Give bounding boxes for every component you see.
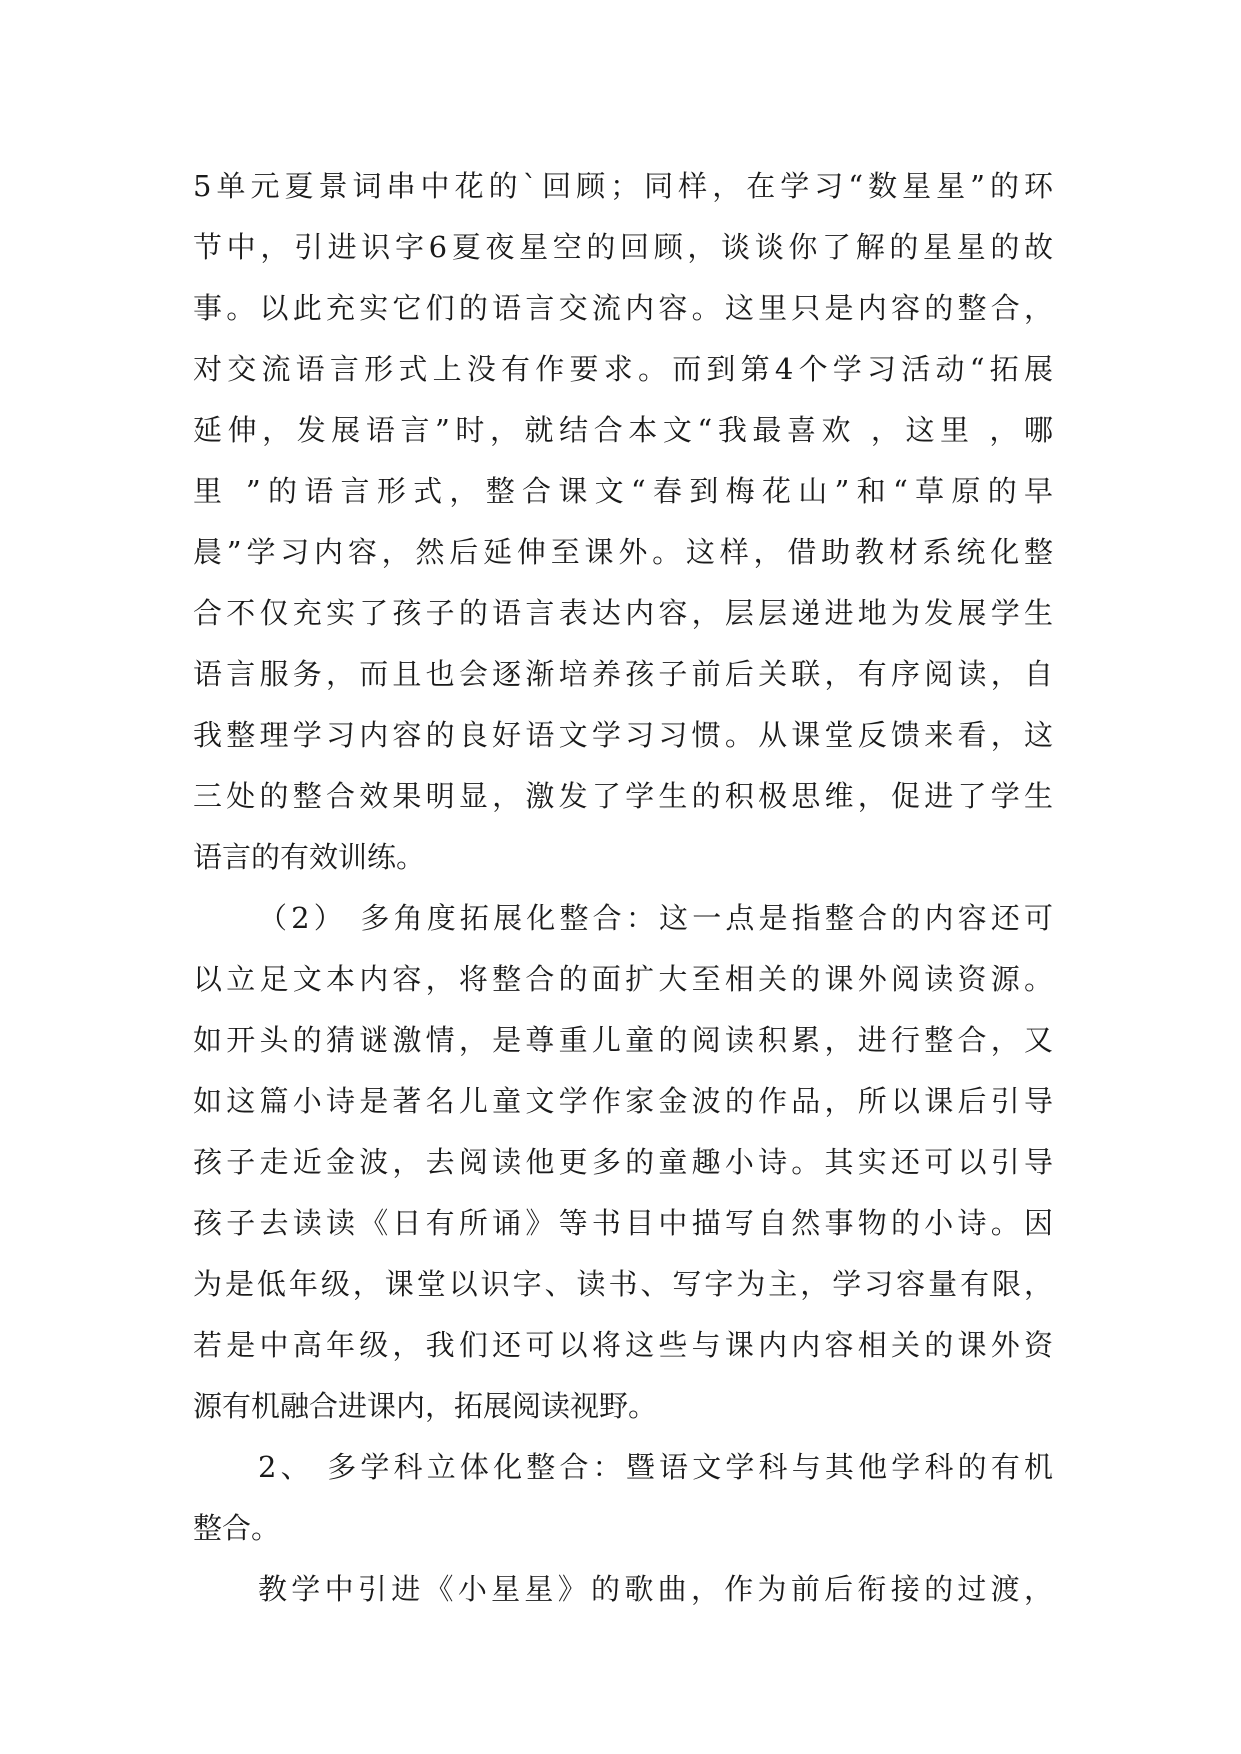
text-line: 我整理学习内容的良好语文学习习惯。从课堂反馈来看，这 [193,718,1053,752]
section-heading-line: 2、 多学科立体化整合：暨语文学科与其他学科的有机 [258,1450,1053,1484]
text-line: 里 ”的语言形式，整合课文“春到梅花山”和“草原的早 [193,474,1053,508]
text-line: 如开头的猜谜激情，是尊重儿童的阅读积累，进行整合，又 [193,1023,1053,1057]
text-line: 整合。 [193,1511,281,1545]
text-line: 语言的有效训练。 [193,840,426,874]
text-line: 事。以此充实它们的语言交流内容。这里只是内容的整合， [193,291,1053,325]
text-line: 源有机融合进课内，拓展阅读视野。 [193,1389,658,1423]
paragraph-start-line: 教学中引进《小星星》的歌曲，作为前后衔接的过渡， [258,1572,1053,1606]
text-line: 语言服务，而且也会逐渐培养孩子前后关联，有序阅读，自 [193,657,1053,691]
text-line: 如这篇小诗是著名儿童文学作家金波的作品，所以课后引导 [193,1084,1053,1118]
text-line: 节中，引进识字6夏夜星空的回顾，谈谈你了解的星星的故 [193,230,1053,264]
text-line: 孩子走近金波，去阅读他更多的童趣小诗。其实还可以引导 [193,1145,1053,1179]
text-line: 对交流语言形式上没有作要求。而到第4个学习活动“拓展 [193,352,1053,386]
text-line: 孩子去读读《日有所诵》等书目中描写自然事物的小诗。因 [193,1206,1053,1240]
text-line: 5单元夏景词串中花的`回顾；同样，在学习“数星星”的环 [193,169,1053,203]
text-line: 延伸，发展语言”时，就结合本文“我最喜欢 ，这里 ，哪 [193,413,1053,447]
text-line: 合不仅充实了孩子的语言表达内容，层层递进地为发展学生 [193,596,1053,630]
text-line: 以立足文本内容，将整合的面扩大至相关的课外阅读资源。 [193,962,1053,996]
text-line: 三处的整合效果明显，激发了学生的积极思维，促进了学生 [193,779,1053,813]
text-line: 若是中高年级，我们还可以将这些与课内内容相关的课外资 [193,1328,1053,1362]
subheading-line: （2） 多角度拓展化整合：这一点是指整合的内容还可 [258,901,1053,935]
text-line: 晨”学习内容，然后延伸至课外。这样，借助教材系统化整 [193,535,1053,569]
text-line: 为是低年级，课堂以识字、读书、写字为主，学习容量有限， [193,1267,1053,1301]
